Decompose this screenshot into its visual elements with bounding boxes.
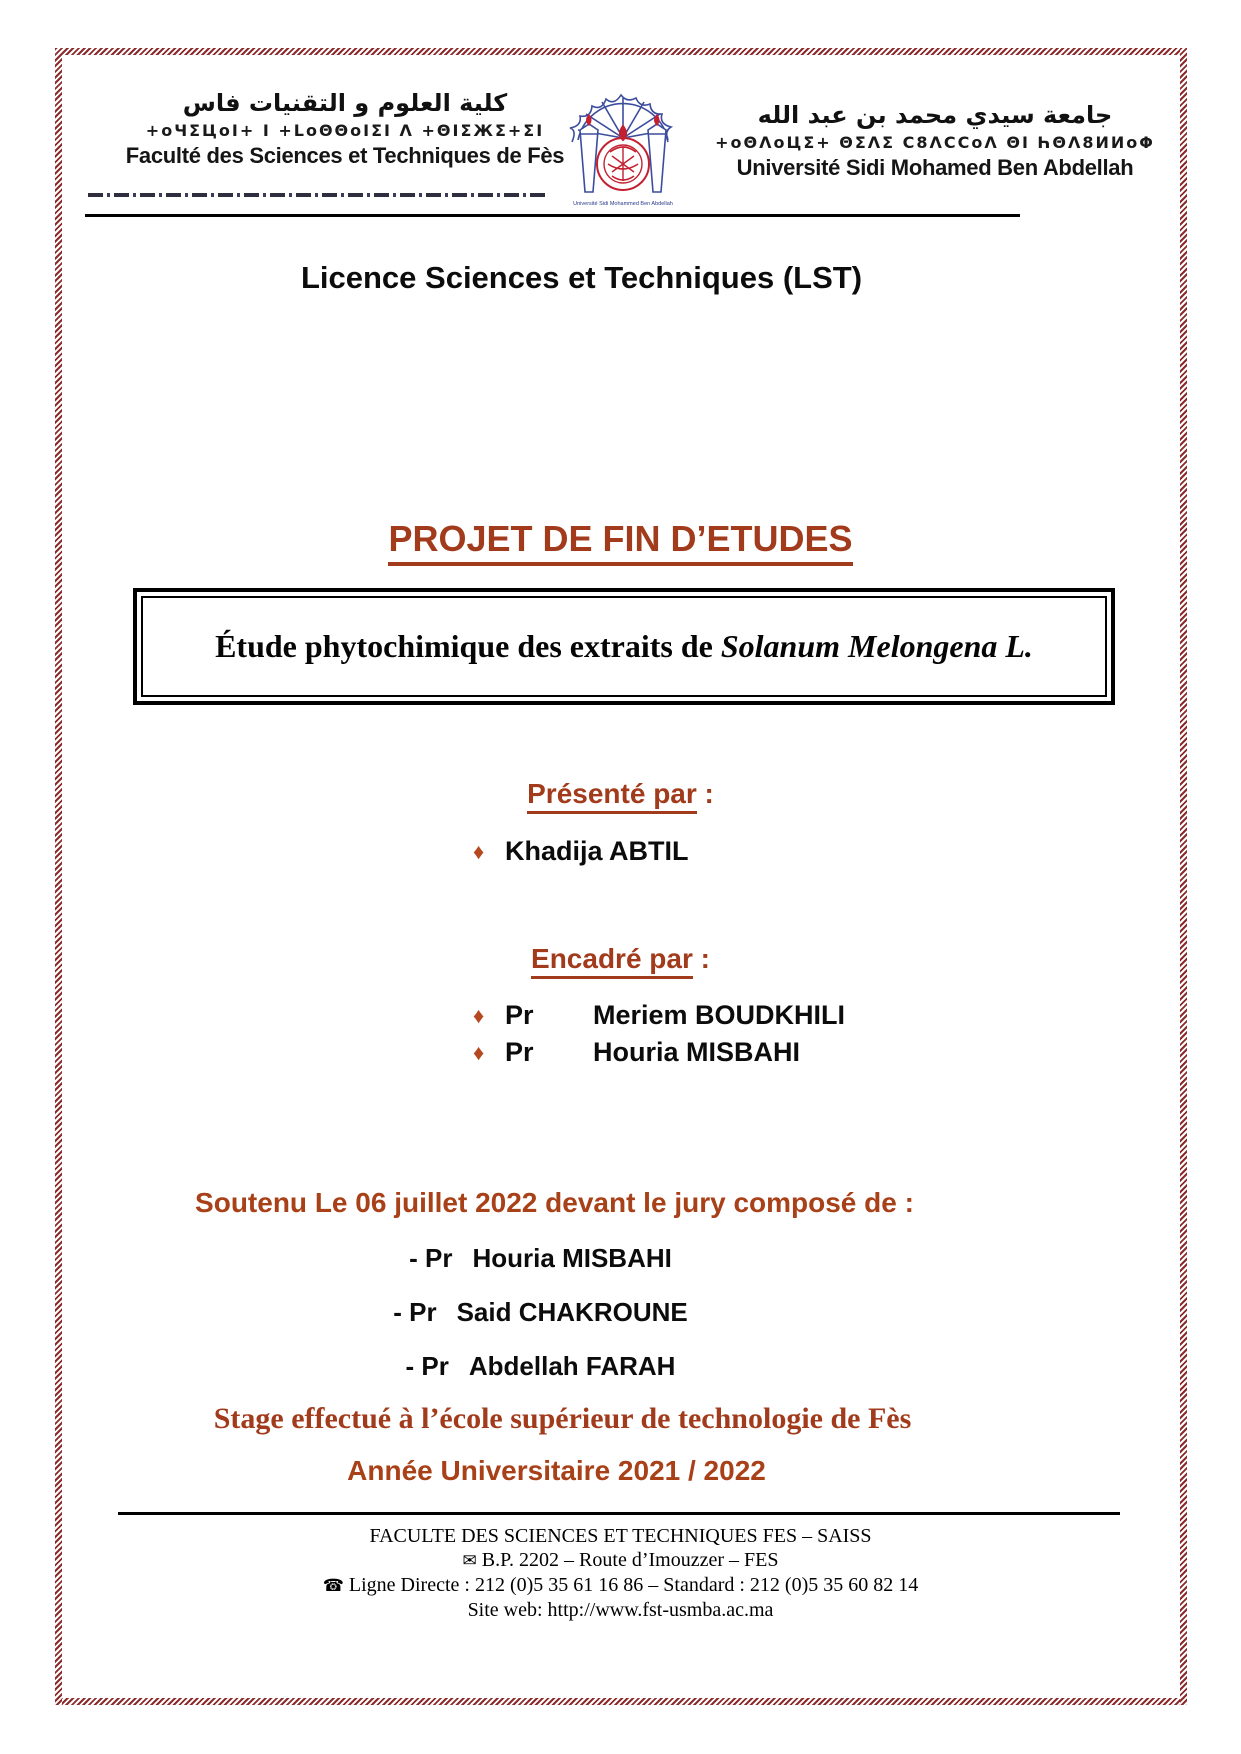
university-name-arabic: جامعة سيدي محمد بن عبد الله bbox=[757, 101, 1113, 129]
university-name-tifinagh: +oΘΛoЦΣ+ ΘΣΛΣ C8ΛCCoΛ ΘΙ ҺΘΛ8ИИoΦ bbox=[715, 133, 1155, 152]
header-divider-line bbox=[85, 214, 1020, 217]
page-border-bottom bbox=[55, 1698, 1187, 1705]
diamond-bullet-icon: ♦ bbox=[473, 1002, 485, 1028]
supervisor-item bbox=[473, 1000, 845, 1031]
presented-by-colon: : bbox=[696, 778, 714, 809]
diamond-bullet-icon: ♦ bbox=[473, 838, 485, 864]
faculty-header-block bbox=[85, 86, 605, 170]
footer-phone-text: Ligne Directe : 212 (0)5 35 61 16 86 – Standard : 212 (0)5 35 60 82 14 bbox=[348, 1574, 919, 1596]
university-name-french: Université Sidi Mohamed Ben Abdellah bbox=[736, 155, 1134, 180]
supervised-by-colon: : bbox=[692, 943, 710, 974]
dash-dot-divider bbox=[88, 193, 546, 197]
supervisor-title: Pr bbox=[505, 1000, 534, 1030]
faculty-name-arabic: كلية العلوم و التقنيات فاس bbox=[182, 89, 508, 117]
jury-member bbox=[0, 1243, 1161, 1274]
phone-icon: ☎ bbox=[322, 1576, 344, 1595]
supervisor-title: Pr bbox=[505, 1037, 534, 1067]
footer-divider-line bbox=[118, 1512, 1120, 1515]
supervisor-item bbox=[473, 1037, 800, 1068]
internship-location-line: Stage effectué à l’école supérieur de technologie de Fès bbox=[213, 1402, 912, 1435]
diamond-bullet-icon: ♦ bbox=[473, 1039, 485, 1065]
faculty-name-tifinagh: +oЧΣЦoI+ I +LoΘΘoIΣI Λ +ΘIΣЖΣ+ΣI bbox=[145, 121, 545, 140]
defense-intro-line: Soutenu Le 06 juillet 2022 devant le jury composé de : bbox=[195, 1187, 914, 1218]
footer-website-line: Site web: http://www.fst-usmba.ac.ma bbox=[467, 1599, 774, 1621]
page-border-right bbox=[1180, 48, 1187, 1705]
logo-caption: Université Sidi Mohammed Ben Abdellah bbox=[573, 201, 673, 207]
thesis-title-species: Solanum Melongena L. bbox=[720, 628, 1033, 664]
presented-by-heading bbox=[0, 778, 1241, 810]
supervised-by-heading-text: Encadré par bbox=[531, 943, 693, 979]
thesis-title bbox=[141, 596, 1107, 697]
jury-name: Abdellah FARAH bbox=[468, 1351, 676, 1381]
mail-icon: ✉ bbox=[462, 1551, 477, 1570]
presented-by-heading-text: Présenté par bbox=[527, 778, 697, 814]
presented-by-item bbox=[473, 836, 689, 867]
jury-name: Said CHAKROUNE bbox=[456, 1297, 688, 1327]
supervisor-name: Meriem BOUDKHILI bbox=[593, 1000, 846, 1030]
student-name: Khadija ABTIL bbox=[505, 836, 689, 866]
jury-member bbox=[0, 1297, 1161, 1328]
jury-prefix: - Pr bbox=[405, 1351, 449, 1381]
page-border-top bbox=[55, 48, 1187, 55]
report-type-title bbox=[0, 518, 1241, 560]
academic-year-line: Année Universitaire 2021 / 2022 bbox=[347, 1455, 766, 1486]
faculty-name-french: Faculté des Sciences et Techniques de Fès bbox=[125, 143, 565, 168]
jury-name: Houria MISBAHI bbox=[472, 1243, 672, 1273]
jury-prefix: - Pr bbox=[393, 1297, 437, 1327]
supervised-by-heading bbox=[0, 943, 1241, 975]
footer-address-text: B.P. 2202 – Route d’Imouzzer – FES bbox=[481, 1549, 779, 1571]
report-type-title-text: PROJET DE FIN D’ETUDES bbox=[388, 518, 852, 566]
university-header-block bbox=[700, 98, 1170, 182]
supervisor-name: Houria MISBAHI bbox=[593, 1037, 801, 1067]
footer-phone-line bbox=[60, 1573, 1181, 1598]
footer-address-line bbox=[60, 1548, 1181, 1573]
footer-faculty-line: FACULTE DES SCIENCES ET TECHNIQUES FES – SAISS bbox=[369, 1525, 872, 1547]
jury-member bbox=[0, 1351, 1161, 1382]
footer-contact-block bbox=[60, 1524, 1181, 1622]
jury-prefix: - Pr bbox=[409, 1243, 453, 1273]
university-logo bbox=[556, 64, 690, 210]
thesis-title-normal: Étude phytochimique des extraits de bbox=[215, 628, 721, 664]
thesis-title-box bbox=[133, 588, 1115, 705]
degree-title: Licence Sciences et Techniques (LST) bbox=[300, 260, 863, 295]
